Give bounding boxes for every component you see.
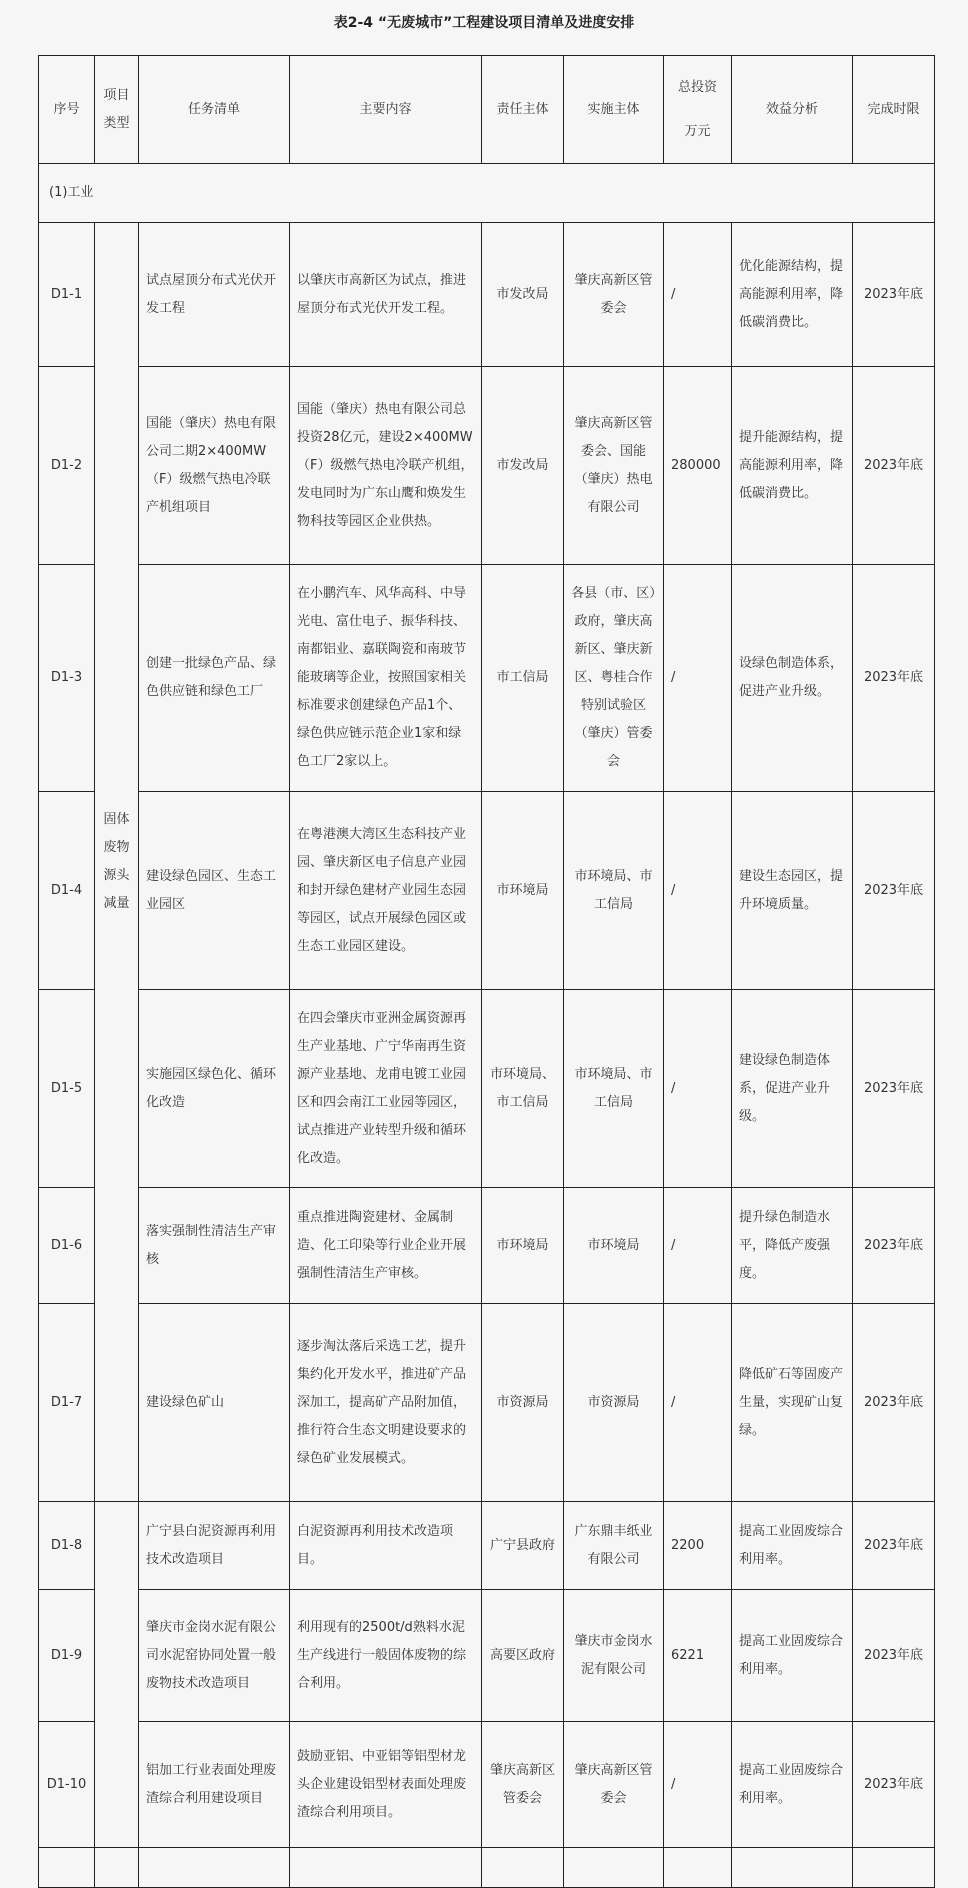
task-cell: 建设绿色园区、生态工业园区 [139,792,290,990]
responsible-cell: 市资源局 [482,1304,564,1502]
deadline-cell: 2023年底 [853,367,935,565]
investment-cell: / [664,1188,732,1304]
deadline-cell: 2023年底 [853,990,935,1188]
header-responsible: 责任主体 [482,56,564,164]
benefit-cell: 提升能源结构，提高能源利用率，降低碳消费比。 [732,367,853,565]
project-table [38,55,935,1888]
header-no: 序号 [39,56,95,164]
table-row [39,223,935,367]
table-row [39,1502,935,1590]
content-cell: 逐步淘汰落后采选工艺，提升集约化开发水平，推进矿产品深加工，提高矿产品附加值，推行符合生态文明建设要求的绿色矿业发展模式。 [290,1304,482,1502]
header-investment [664,56,732,164]
table-title: 表2-4 “无废城市”工程建设项目清单及进度安排 [333,15,635,31]
header-implementer: 实施主体 [564,56,664,164]
implementer-cell: 肇庆高新区管委会 [564,1722,664,1848]
deadline-cell: 2023年底 [853,1722,935,1848]
investment-cell: 6221 [664,1590,732,1722]
project-type-cell: 固体废物源头减量 [95,223,139,1502]
investment-cell: / [664,565,732,792]
table-row [39,367,935,565]
row-number: D1-8 [39,1502,95,1590]
empty-cell [290,1848,482,1888]
investment-cell: / [664,1722,732,1848]
responsible-cell: 市环境局 [482,1188,564,1304]
responsible-cell: 肇庆高新区管委会 [482,1722,564,1848]
benefit-cell: 优化能源结构，提高能源利用率，降低碳消费比。 [732,223,853,367]
deadline-cell: 2023年底 [853,792,935,990]
header-deadline: 完成时限 [853,56,935,164]
deadline-cell: 2023年底 [853,1304,935,1502]
content-cell: 重点推进陶瓷建材、金属制造、化工印染等行业企业开展强制性清洁生产审核。 [290,1188,482,1304]
empty-cell [139,1848,290,1888]
row-number: D1-10 [39,1722,95,1848]
row-number: D1-6 [39,1188,95,1304]
responsible-cell: 市工信局 [482,565,564,792]
content-cell: 白泥资源再利用技术改造项目。 [290,1502,482,1590]
row-number: D1-5 [39,990,95,1188]
content-cell: 利用现有的2500t/d熟料水泥生产线进行一般固体废物的综合利用。 [290,1590,482,1722]
benefit-cell: 建设绿色制造体系，促进产业升级。 [732,990,853,1188]
section-row [39,164,935,223]
benefit-cell: 提高工业固废综合利用率。 [732,1722,853,1848]
empty-cell [39,1848,95,1888]
header-type [95,56,139,164]
investment-cell: / [664,990,732,1188]
deadline-cell: 2023年底 [853,1502,935,1590]
empty-cell [564,1848,664,1888]
task-cell: 创建一批绿色产品、绿色供应链和绿色工厂 [139,565,290,792]
implementer-cell: 市环境局 [564,1188,664,1304]
responsible-cell: 市环境局 [482,792,564,990]
benefit-cell: 提高工业固废综合利用率。 [732,1590,853,1722]
content-cell: 鼓励亚铝、中亚铝等铝型材龙头企业建设铝型材表面处理废渣综合利用项目。 [290,1722,482,1848]
table-row [39,1590,935,1722]
project-type-cell [95,1502,139,1848]
implementer-cell: 肇庆高新区管委会 [564,223,664,367]
responsible-cell: 市发改局 [482,223,564,367]
benefit-cell: 降低矿石等固废产生量，实现矿山复绿。 [732,1304,853,1502]
deadline-cell: 2023年底 [853,223,935,367]
benefit-cell: 设绿色制造体系，促进产业升级。 [732,565,853,792]
investment-cell: / [664,223,732,367]
table-row [39,1304,935,1502]
task-cell: 落实强制性清洁生产审核 [139,1188,290,1304]
row-number: D1-1 [39,223,95,367]
task-cell: 实施园区绿色化、循环化改造 [139,990,290,1188]
table-row [39,792,935,990]
benefit-cell: 提升绿色制造水平，降低产废强度。 [732,1188,853,1304]
header-type-line1: 项目 [103,87,130,103]
empty-cell [664,1848,732,1888]
responsible-cell: 广宁县政府 [482,1502,564,1590]
implementer-cell: 市环境局、市工信局 [564,990,664,1188]
responsible-cell: 市环境局、市工信局 [482,990,564,1188]
deadline-cell: 2023年底 [853,1590,935,1722]
table-row [39,1848,935,1888]
investment-cell: 2200 [664,1502,732,1590]
table-row [39,1722,935,1848]
implementer-cell: 肇庆高新区管委会、国能（肇庆）热电有限公司 [564,367,664,565]
header-task: 任务清单 [139,56,290,164]
task-cell: 广宁县白泥资源再利用技术改造项目 [139,1502,290,1590]
empty-cell [482,1848,564,1888]
table-row [39,1188,935,1304]
header-row [39,56,935,164]
content-cell: 在四会肇庆市亚洲金属资源再生产业基地、广宁华南再生资源产业基地、龙甫电镀工业园区和四会南江工业园等园区，试点推进产业转型升级和循环化改造。 [290,990,482,1188]
header-investment-line1: 总投资 [677,79,717,95]
header-type-line2: 类型 [103,115,130,131]
empty-cell [853,1848,935,1888]
task-cell: 国能（肇庆）热电有限公司二期2×400MW（F）级燃气热电冷联产机组项目 [139,367,290,565]
empty-cell [732,1848,853,1888]
header-investment-line2: 万元 [684,123,711,139]
task-cell: 肇庆市金岗水泥有限公司水泥窑协同处置一般废物技术改造项目 [139,1590,290,1722]
row-number: D1-9 [39,1590,95,1722]
content-cell: 国能（肇庆）热电有限公司总投资28亿元，建设2×400MW（F）级燃气热电冷联产机组，发电同时为广东山鹰和焕发生物科技等园区企业供热。 [290,367,482,565]
deadline-cell: 2023年底 [853,565,935,792]
implementer-cell: 肇庆市金岗水泥有限公司 [564,1590,664,1722]
header-content: 主要内容 [290,56,482,164]
row-number: D1-7 [39,1304,95,1502]
implementer-cell: 市资源局 [564,1304,664,1502]
table-row [39,990,935,1188]
deadline-cell: 2023年底 [853,1188,935,1304]
content-cell: 在小鹏汽车、风华高科、中导光电、富仕电子、振华科技、南都铝业、嘉联陶瓷和南玻节能玻璃等企业，按照国家相关标准要求创建绿色产品1个、绿色供应链示范企业1家和绿色工厂2家以上。 [290,565,482,792]
investment-cell: 280000 [664,367,732,565]
header-benefit: 效益分析 [732,56,853,164]
section-label: (1)工业 [39,164,935,223]
implementer-cell: 广东鼎丰纸业有限公司 [564,1502,664,1590]
task-cell: 铝加工行业表面处理废渣综合利用建设项目 [139,1722,290,1848]
content-cell: 在粤港澳大湾区生态科技产业园、肇庆新区电子信息产业园和封开绿色建材产业园生态园等园区，试点开展绿色园区或生态工业园区建设。 [290,792,482,990]
task-cell: 建设绿色矿山 [139,1304,290,1502]
benefit-cell: 建设生态园区，提升环境质量。 [732,792,853,990]
row-number: D1-2 [39,367,95,565]
empty-cell [95,1848,139,1888]
benefit-cell: 提高工业固废综合利用率。 [732,1502,853,1590]
row-number: D1-3 [39,565,95,792]
implementer-cell: 市环境局、市工信局 [564,792,664,990]
responsible-cell: 市发改局 [482,367,564,565]
table-row [39,565,935,792]
content-cell: 以肇庆市高新区为试点，推进屋顶分布式光伏开发工程。 [290,223,482,367]
row-number: D1-4 [39,792,95,990]
investment-cell: / [664,792,732,990]
implementer-cell: 各县（市、区）政府，肇庆高新区、肇庆新区、粤桂合作特别试验区（肇庆）管委会 [564,565,664,792]
task-cell: 试点屋顶分布式光伏开发工程 [139,223,290,367]
investment-cell: / [664,1304,732,1502]
responsible-cell: 高要区政府 [482,1590,564,1722]
